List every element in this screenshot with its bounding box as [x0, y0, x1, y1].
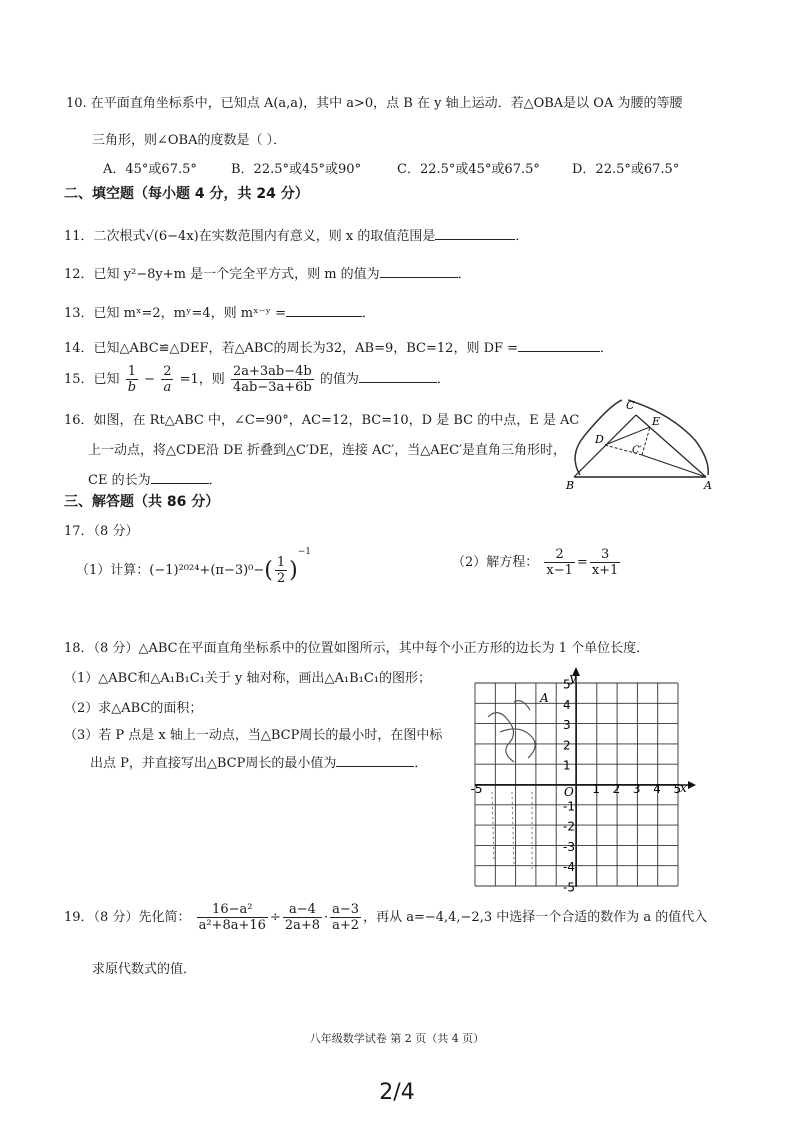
q10-line2: 三角形，则∠OBA的度数是（ ）．	[92, 133, 287, 148]
x-tick-label: 3	[632, 782, 641, 796]
q16-line3: CE 的长为 ．	[88, 473, 222, 488]
y-tick-label: -3	[563, 839, 575, 854]
q17-part1-exponent: −1	[297, 547, 312, 557]
fig16-label-e: E	[652, 415, 661, 428]
q19-line2: 求原代数式的值．	[92, 962, 197, 977]
fig16-side-ca	[636, 415, 706, 477]
point-a-label: A	[540, 691, 549, 705]
q16-figure	[560, 395, 720, 490]
x-tick-label: 2	[612, 782, 621, 796]
q12-answer-blank	[380, 277, 458, 278]
q18-part2: （2）求△ABC的面积；	[64, 701, 203, 716]
x-tick-label: -5	[470, 782, 483, 796]
q16-line1: 16．如图，在 Rt△ABC 中，∠C=90°，AC=12，BC=10，D 是 BC 的中点，E 是 AC	[64, 413, 580, 428]
q15-frac-2: $\frac{2}{a}$	[163, 364, 172, 395]
q16-answer-blank	[151, 483, 209, 484]
q10-option-d: D．22.5°或67.5°	[572, 162, 680, 177]
q15-mid: =1，则	[179, 372, 225, 387]
grid-axes	[475, 667, 696, 887]
q11-text: 11．二次根式√(6−4x)在实数范围内有意义，则 x 的取值范围是	[64, 229, 436, 244]
fig16-segment-cpe	[642, 427, 650, 455]
fig16-label-b: B	[566, 479, 575, 490]
fig16-label-a: A	[704, 479, 712, 490]
q18-part3b: 出点 P，并直接写出△BCP周长的最小值为 ．	[90, 756, 428, 771]
fig16-label-c: C	[626, 399, 635, 412]
y-tick-label: 3	[563, 718, 571, 733]
q13: 13．已知 mˣ=2，mʸ=4，则 mˣ⁻ʸ = ．	[64, 306, 376, 321]
q19-fraction-1: $\frac{\text{16−a²}}{\text{a²+8a+16}}$	[198, 902, 266, 933]
q18-answer-blank	[336, 766, 414, 767]
q17-part1: （1）计算：(−1)²⁰²⁴+(π−3)⁰−( $\frac{1}{2}$ )$^{-1}$	[76, 547, 312, 586]
page-footer: 八年级数学试卷 第 2 页（共 4 页）	[309, 1032, 485, 1045]
y-tick-label: 5	[563, 677, 571, 692]
y-tick-label: -4	[563, 860, 575, 875]
q15-minus: −	[144, 372, 156, 387]
q16-line3-text: CE 的长为	[88, 473, 151, 488]
page-indicator: 2/4	[379, 1080, 415, 1105]
q19-fraction-3: $\frac{a-3}{a+2}$	[332, 902, 360, 933]
fig16-segment-de	[605, 427, 650, 445]
x-tick-label: 5	[673, 782, 682, 796]
q14-answer-blank	[518, 351, 600, 352]
q17-part1-fraction: $\frac{1}{2}$	[276, 555, 286, 586]
q13-text: 13．已知 mˣ=2，mʸ=4，则 mˣ⁻ʸ =	[64, 306, 287, 321]
q17-part2-fraction-left: $\frac{2}{x-1}$	[546, 547, 573, 578]
x-tick-label: 4	[653, 782, 661, 796]
y-tick-label: -1	[563, 799, 575, 814]
y-tick-label: -5	[563, 880, 575, 892]
q18-part1: （1）△ABC和△A₁B₁C₁关于 y 轴对称，画出△A₁B₁C₁的图形；	[64, 671, 432, 686]
q15: 15．已知 $\frac{1}{b}$ − $\frac{2}{a}$ =1，则 $\frac{2a+3ab-4b}{4ab-3a+6b}$ 的值为 ．	[64, 364, 450, 395]
q10-option-b: B．22.5°或45°或90°	[231, 162, 362, 177]
q14: 14．已知△ABC≌△DEF，若△ABC的周长为32，AB=9，BC=12，则 DF = ．	[64, 341, 614, 356]
q15-suffix: 的值为	[319, 372, 359, 387]
q12-text: 12．已知 y²−8y+m 是一个完全平方式，则 m 的值为	[64, 267, 380, 282]
q17-part2-prefix: （2）解方程：	[452, 555, 539, 570]
q17-head: 17．（8 分）	[64, 524, 139, 539]
q15-frac-1: $\frac{1}{b}$	[127, 364, 137, 395]
y-axis-label: y	[569, 671, 577, 686]
q17-part2-equals: =	[576, 555, 588, 570]
x-axis-label: x	[680, 781, 687, 795]
fig16-label-cprime: C′	[632, 445, 642, 456]
fig16-side-bc	[574, 415, 636, 477]
q18-part3a: （3）若 P 点是 x 轴上一动点，当△BCP周长的最小时，在图中标	[64, 728, 443, 743]
q19-op-divide: ÷	[269, 910, 281, 925]
q17-part1-prefix: （1）计算：	[76, 563, 150, 578]
q18-line1: 18．（8 分）△ABC在平面直角坐标系中的位置如图所示，其中每个小正方形的边长为 1 个单位长度．	[64, 641, 650, 656]
q19-suffix: ，再从 a=−4,4,−2,3 中选择一个合适的数作为 a 的值代入	[363, 910, 708, 925]
y-tick-label: -2	[563, 819, 575, 834]
q11-answer-blank	[435, 239, 515, 240]
q12: 12．已知 y²−8y+m 是一个完全平方式，则 m 的值为 ．	[64, 267, 471, 282]
y-tick-label: 1	[563, 758, 571, 773]
q19-op-multiply: ·	[324, 910, 329, 925]
q18-coordinate-grid	[470, 662, 700, 892]
q10-option-a: A．45°或67.5°	[103, 162, 197, 177]
q15-prefix: 15．已知	[64, 372, 120, 387]
fig16-label-d: D	[595, 433, 604, 446]
q19-line1	[64, 902, 707, 933]
q13-answer-blank	[286, 316, 362, 317]
q14-text: 14．已知△ABC≌△DEF，若△ABC的周长为32，AB=9，BC=12，则 DF =	[64, 341, 519, 356]
q10-line1: 10. 在平面直角坐标系中，已知点 A(a,a)，其中 a>0，点 B 在 y 轴上运动．若△OBA是以 OA 为腰的等腰	[66, 96, 683, 111]
q17-part2-fraction-right: $\frac{3}{x+1}$	[591, 547, 619, 578]
fig16-segment-cpa	[642, 455, 706, 477]
y-tick-label: 4	[563, 697, 571, 712]
q15-answer-blank	[359, 382, 437, 383]
q11: 11．二次根式√(6−4x)在实数范围内有意义，则 x 的取值范围是 ．	[64, 229, 529, 244]
q16-line2: 上一动点，将△CDE沿 DE 折叠到△C′DE，连接 AC′，当△AEC′是直角三角形时，	[88, 443, 567, 458]
q15-frac-3: $\frac{2a+3ab-4b}{4ab-3a+6b}$	[232, 364, 312, 395]
section-heading-solve: 三、解答题（共 86 分）	[64, 494, 220, 510]
x-tick-label: 1	[592, 782, 600, 796]
section-heading-fill-blank: 二、填空题（每小题 4 分，共 24 分）	[64, 186, 309, 202]
q17-part1-expression: (−1)²⁰²⁴+(π−3)⁰−	[149, 563, 265, 578]
y-tick-label: 2	[563, 738, 571, 753]
q19-fraction-2: $\frac{a-4}{2a+8}$	[284, 902, 320, 933]
q18-part3b-text: 出点 P，并直接写出△BCP周长的最小值为	[90, 756, 337, 771]
x-axis-arrow	[688, 781, 696, 789]
q10-option-c: C．22.5°或45°或67.5°	[397, 162, 540, 177]
q17-part2	[452, 547, 622, 578]
origin-label: O	[564, 785, 574, 799]
q19-prefix: 19．（8 分）先化简：	[64, 910, 191, 925]
